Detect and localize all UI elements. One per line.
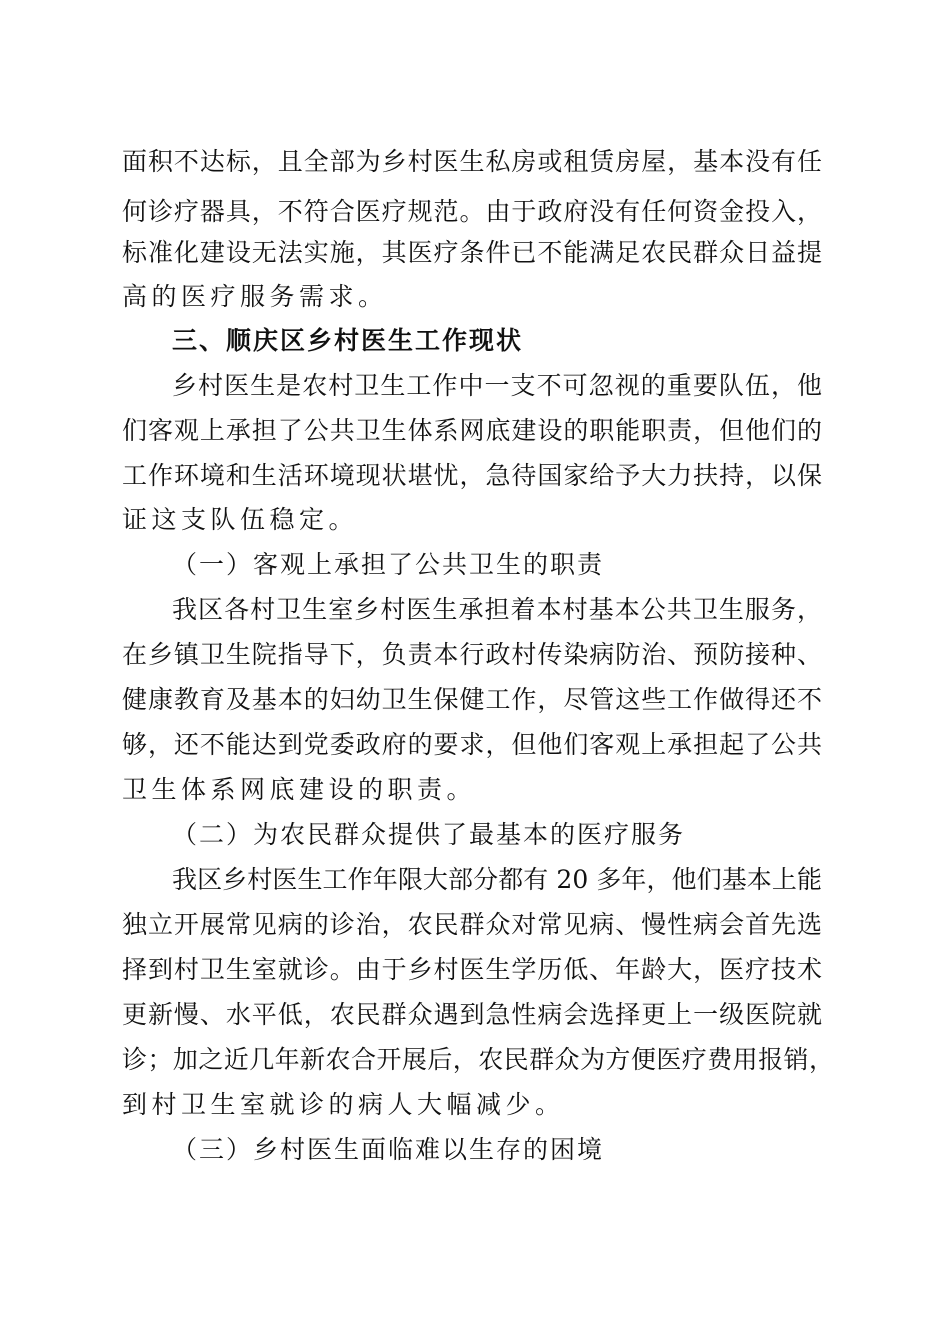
subsection-heading: （三）乡村医生面临难以生存的困境 [172, 1135, 605, 1164]
body-line: 在乡镇卫生院指导下，负责本行政村传染病防治、预防接种、 [122, 640, 822, 669]
body-line: 标准化建设无法实施，其医疗条件已不能满足农民群众日益提 [122, 238, 822, 267]
body-line: 到村卫生室就诊的病人大幅减少。 [122, 1090, 565, 1119]
body-line: 们客观上承担了公共卫生体系网底建设的职能职责，但他们的 [122, 416, 822, 445]
body-line: 更新慢、水平低，农民群众遇到急性病会选择更上一级医院就 [122, 1000, 822, 1029]
body-line: 证这支队伍稳定。 [122, 505, 359, 534]
subsection-heading: （二）为农民群众提供了最基本的医疗服务 [172, 820, 686, 849]
subsection-heading: （一）客观上承担了公共卫生的职责 [172, 550, 605, 579]
body-line: 高的医疗服务需求。 [122, 282, 388, 311]
body-line: 诊；加之近几年新农合开展后，农民群众为方便医疗费用报销， [122, 1045, 834, 1074]
body-line: 面积不达标，且全部为乡村医生私房或租赁房屋，基本没有任 [122, 147, 822, 176]
body-line: 健康教育及基本的妇幼卫生保健工作，尽管这些工作做得还不 [122, 685, 822, 714]
body-line: 独立开展常见病的诊治，农民群众对常见病、慢性病会首先选 [122, 910, 822, 939]
body-line: 我区各村卫生室乡村医生承担着本村基本公共卫生服务， [172, 595, 822, 624]
body-line: 工作环境和生活环境现状堪忧，急待国家给予大力扶持，以保 [122, 461, 822, 490]
body-line: 择到村卫生室就诊。由于乡村医生学历低、年龄大，医疗技术 [122, 955, 822, 984]
body-line: 何诊疗器具，不符合医疗规范。由于政府没有任何资金投入， [122, 197, 822, 226]
body-line: 我区乡村医生工作年限大部分都有 20 多年，他们基本上能 [172, 865, 822, 894]
body-line: 够，还不能达到党委政府的要求，但他们客观上承担起了公共 [122, 730, 822, 759]
section-heading: 三、顺庆区乡村医生工作现状 [172, 326, 524, 355]
body-line: 乡村医生是农村卫生工作中一支不可忽视的重要队伍，他 [172, 371, 822, 400]
body-line: 卫生体系网底建设的职责。 [122, 775, 477, 804]
